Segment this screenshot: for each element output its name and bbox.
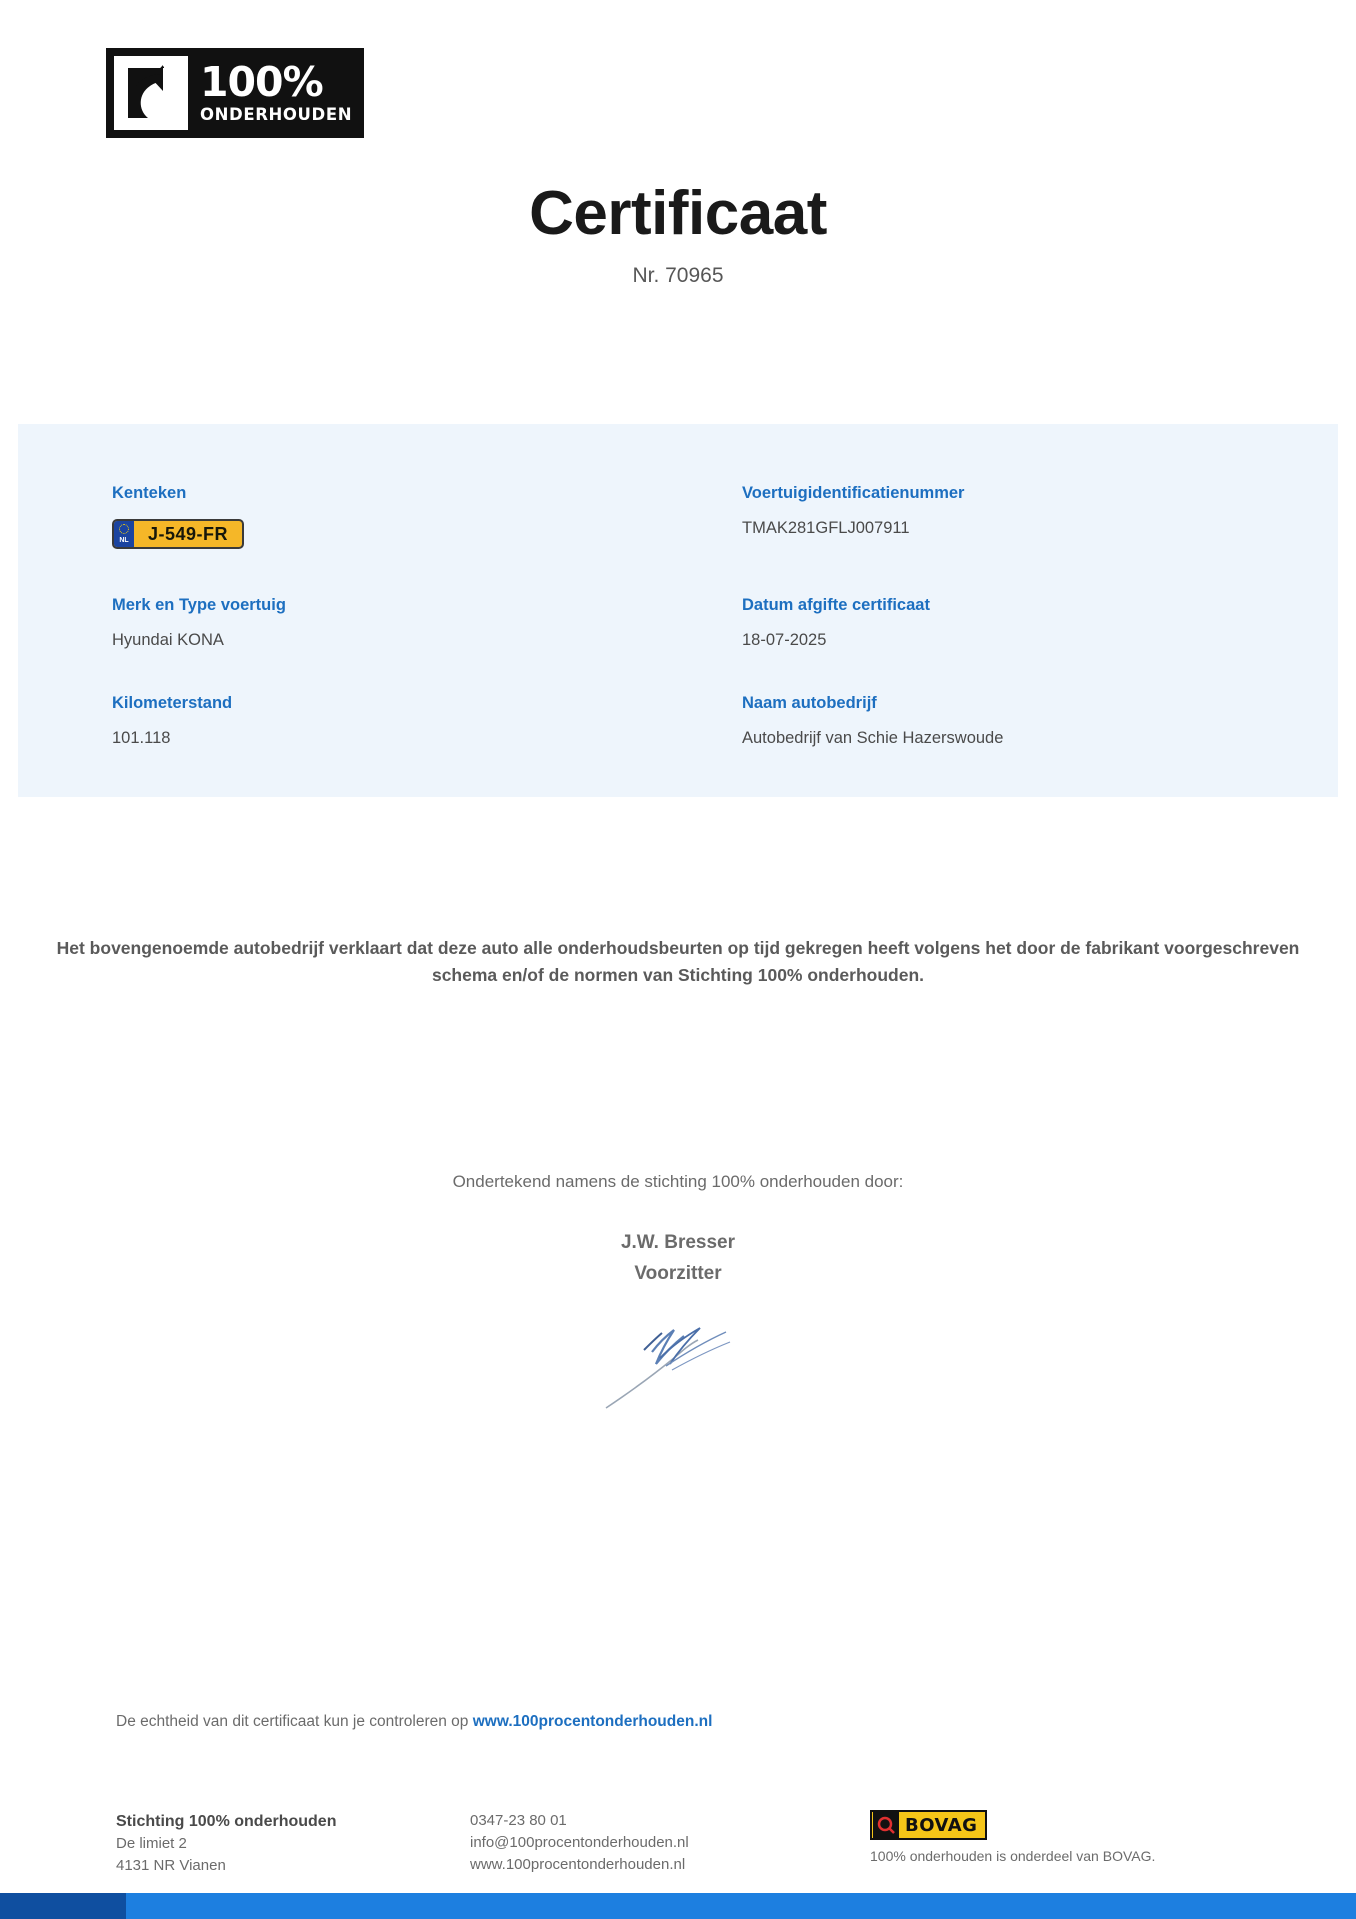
field-vin — [742, 484, 964, 538]
handwritten-signature-image — [600, 1300, 780, 1420]
field-naam-autobedrijf-value: Autobedrijf van Schie Hazerswoude — [742, 729, 1004, 747]
field-vin-value: TMAK281GFLJ007911 — [742, 519, 910, 537]
certificate-number: Nr. 70965 — [632, 264, 724, 287]
footer-bar-dark — [0, 1893, 126, 1919]
field-merk-type-label: Merk en Type voertuig — [112, 596, 286, 614]
footer-contact-block — [470, 1810, 689, 1875]
license-plate — [112, 519, 244, 549]
footer-website[interactable]: www.100procentonderhouden.nl — [470, 1855, 686, 1873]
eu-stars-icon — [119, 524, 129, 534]
footer-organisation-block — [116, 1810, 336, 1877]
footer-address-line-1: De limiet 2 — [116, 1835, 187, 1853]
declaration-text: Het bovengenoemde autobedrijf verklaart dat deze auto alle onderhoudsbeurten op tijd gekregen heeft volgens het door de fabrikant voorgeschreven schema en/of de normen van Stichting 100% onderhouden. — [56, 938, 1300, 986]
logo-mark-icon — [114, 56, 188, 130]
logo-word-text: ONDERHOUDEN — [200, 105, 353, 125]
brand-logo — [106, 48, 364, 138]
footer-address-line-2: 4131 NR Vianen — [116, 1856, 226, 1874]
field-datum-afgifte — [742, 596, 930, 650]
vehicle-info-panel — [18, 424, 1338, 797]
field-naam-autobedrijf-label: Naam autobedrijf — [742, 694, 877, 712]
bovag-note: 100% onderhouden is onderdeel van BOVAG. — [870, 1848, 1156, 1864]
field-naam-autobedrijf — [742, 694, 1003, 748]
signatory-role: Voorzitter — [634, 1263, 722, 1284]
field-vin-label: Voertuigidentificatienummer — [742, 484, 965, 502]
field-kilometerstand-label: Kilometerstand — [112, 694, 233, 712]
field-merk-type — [112, 596, 286, 650]
plate-country-code: NL — [119, 537, 129, 544]
field-merk-type-value: Hyundai KONA — [112, 631, 224, 649]
field-kilometerstand — [112, 694, 232, 748]
logo-text — [200, 58, 353, 125]
plate-number-text: J-549-FR — [148, 523, 229, 544]
bovag-label: BOVAG — [905, 1814, 978, 1836]
bovag-mark-icon — [873, 1812, 899, 1838]
signatory-name: J.W. Bresser — [620, 1232, 736, 1253]
signature-intro-text: Ondertekend namens de stichting 100% onderhouden door: — [452, 1172, 904, 1191]
footer-organisation-name: Stichting 100% onderhouden — [116, 1813, 337, 1830]
verify-text: De echtheid van dit certificaat kun je controleren op — [116, 1713, 473, 1730]
field-datum-afgifte-value: 18-07-2025 — [742, 631, 827, 649]
verify-link[interactable]: www.100procentonderhouden.nl — [472, 1713, 713, 1730]
field-kilometerstand-value: 101.118 — [112, 729, 171, 747]
field-kenteken-label: Kenteken — [112, 484, 187, 502]
footer-email[interactable]: info@100procentonderhouden.nl — [470, 1833, 689, 1851]
logo-percent-text: 100% — [200, 58, 323, 107]
footer-bovag-block — [870, 1810, 1155, 1864]
field-datum-afgifte-label: Datum afgifte certificaat — [742, 596, 930, 614]
bovag-logo — [870, 1810, 987, 1840]
page-title: Certificaat — [529, 179, 827, 248]
plate-country-band — [114, 521, 134, 547]
page-footer — [0, 1810, 1356, 1890]
verify-line — [116, 1713, 712, 1731]
footer-bar-light — [126, 1893, 1356, 1919]
footer-phone: 0347-23 80 01 — [470, 1812, 567, 1829]
field-kenteken — [112, 484, 244, 549]
